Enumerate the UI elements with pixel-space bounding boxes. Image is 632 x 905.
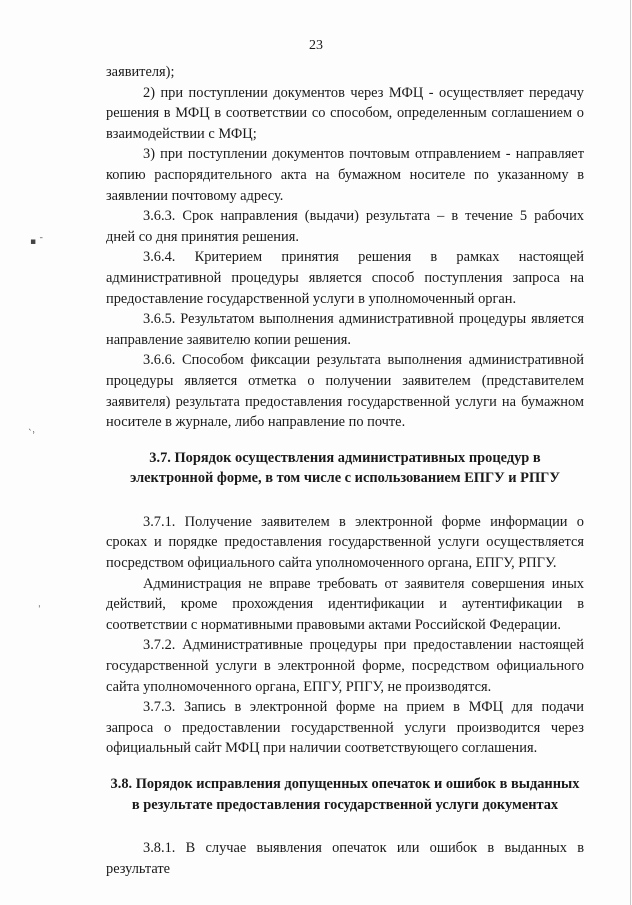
scan-edge	[630, 0, 631, 905]
paragraph: 3.6.6. Способом фиксации результата выполнения административной процедуры является отметка о получении заявителем (представителем заявителя) результата предоставления государственной услуги на бумажном носителе в журнале, либо направление по почте.	[106, 352, 584, 431]
paragraph: 3.8.1. В случае выявления опечаток или ошибок в выданных в результате	[106, 840, 584, 877]
section-heading: 3.7. Порядок осуществления административных процедур в электронной форме, в том числе с использованием ЕПГУ и РПГУ	[130, 449, 560, 487]
paragraph: 2) при поступлении документов через МФЦ - осуществляет передачу решения в МФЦ в соответствии со способом, определенным соглашением о взаимодействии с МФЦ;	[106, 84, 584, 142]
paragraph: 3.7.3. Запись в электронной форме на прием в МФЦ для подачи запроса о предоставлении государственной услуги производится через официальный сайт МФЦ при наличии соответствующего соглашения.	[106, 699, 584, 757]
paragraph: 3.7.1. Получение заявителем в электронной форме информации о сроках и порядке предоставления государственной услуги осуществляется посредством официального сайта уполномоченного органа, ЕПГУ, РПГУ.	[106, 513, 584, 572]
paragraph: Администрация не вправе требовать от заявителя совершения иных действий, кроме прохождения идентификации и аутентификации в соответствии с нормативными правовыми актами Российской Федерации.	[106, 575, 584, 633]
page-number: 23	[309, 38, 323, 53]
margin-speck: ˌ	[38, 599, 41, 609]
paragraph: 3.6.3. Срок направления (выдачи) результата – в течение 5 рабочих дней со дня принятия решения.	[106, 208, 584, 245]
paragraph: 3.6.4. Критерием принятия решения в рамках настоящей административной процедуры является способ поступления запроса на предоставление государственной услуги в уполномоченный орган.	[106, 249, 584, 307]
margin-speck: ˋ˒	[28, 429, 36, 439]
document-body	[106, 62, 584, 879]
paragraph: 3.7.2. Административные процедуры при предоставлении настоящей государственной услуги в электронной форме, посредством официального сайта уполномоченного органа, ЕПГУ, РПГУ, не производятся.	[106, 637, 584, 695]
paragraph: заявителя);	[106, 64, 175, 80]
margin-speck: ▪ ˉ	[30, 237, 44, 247]
paragraph: 3.6.5. Результатом выполнения административной процедуры является направление заявителю копии решения.	[106, 311, 584, 348]
paragraph: 3) при поступлении документов почтовым отправлением - направляет копию распорядительного акта на бумажном носителе по указанному в заявлении почтовому адресу.	[106, 146, 584, 204]
section-heading: 3.8. Порядок исправления допущенных опечаток и ошибок в выданных в результате предоставления государственной услуги документах	[110, 776, 580, 813]
